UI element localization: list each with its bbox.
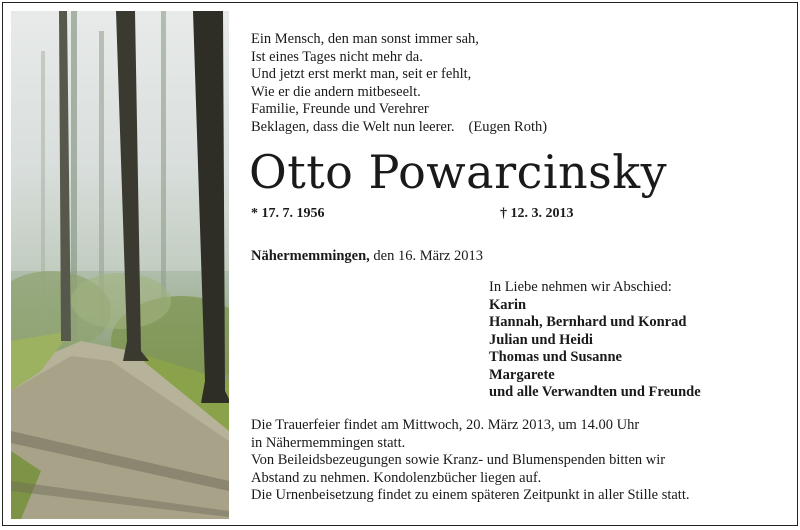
mourner: Margarete	[489, 366, 555, 383]
forest-path-photo	[11, 11, 229, 519]
deceased-name: Otto Powarcinsky	[249, 145, 668, 199]
info-line: Von Beileidsbezeugungen sowie Kranz- und Blumenspenden bitten wir	[251, 452, 666, 469]
mourner: und alle Verwandten und Freunde	[489, 384, 701, 400]
info-line: in Nähermemmingen statt.	[251, 434, 406, 451]
poem-line: Und jetzt erst merkt man, seit er fehlt,	[251, 66, 472, 83]
info-line: Die Urnenbeisetzung findet zu einem späteren Zeitpunkt in aller Stille statt.	[251, 487, 690, 504]
mourner: Julian und Heidi	[489, 331, 593, 348]
notice-date: den 16. März 2013	[373, 248, 483, 264]
poem-last-line: Beklagen, dass die Welt nun leerer.	[251, 118, 455, 135]
poem-line	[251, 119, 547, 137]
place: Nähermemmingen,	[251, 248, 370, 264]
forest-illustration	[11, 11, 229, 519]
mourner: Hannah, Bernhard und Konrad	[489, 314, 687, 330]
info-line: Abstand zu nehmen. Kondolenzbücher liegen auf.	[251, 469, 542, 486]
death-date: † 12. 3. 2013	[500, 206, 574, 221]
poem-line: Wie er die andern mitbeseelt.	[251, 83, 421, 100]
mourner: Karin	[489, 296, 527, 313]
poem-line: Familie, Freunde und Verehrer	[251, 101, 429, 118]
poem-line: Ist eines Tages nicht mehr da.	[251, 48, 423, 65]
poem-author: (Eugen Roth)	[468, 118, 548, 135]
place-and-date	[251, 248, 483, 265]
info-line: Die Trauerfeier findet am Mittwoch, 20. März 2013, um 14.00 Uhr	[251, 417, 640, 433]
mourners-block	[489, 279, 701, 402]
ceremony-info	[251, 417, 690, 505]
farewell-intro: In Liebe nehmen wir Abschied:	[489, 279, 672, 295]
obituary-notice	[2, 2, 798, 526]
mourner: Thomas und Susanne	[489, 349, 622, 365]
poem-line: Ein Mensch, den man sonst immer sah,	[251, 31, 479, 47]
poem	[251, 31, 547, 137]
birth-date: * 17. 7. 1956	[251, 206, 325, 221]
